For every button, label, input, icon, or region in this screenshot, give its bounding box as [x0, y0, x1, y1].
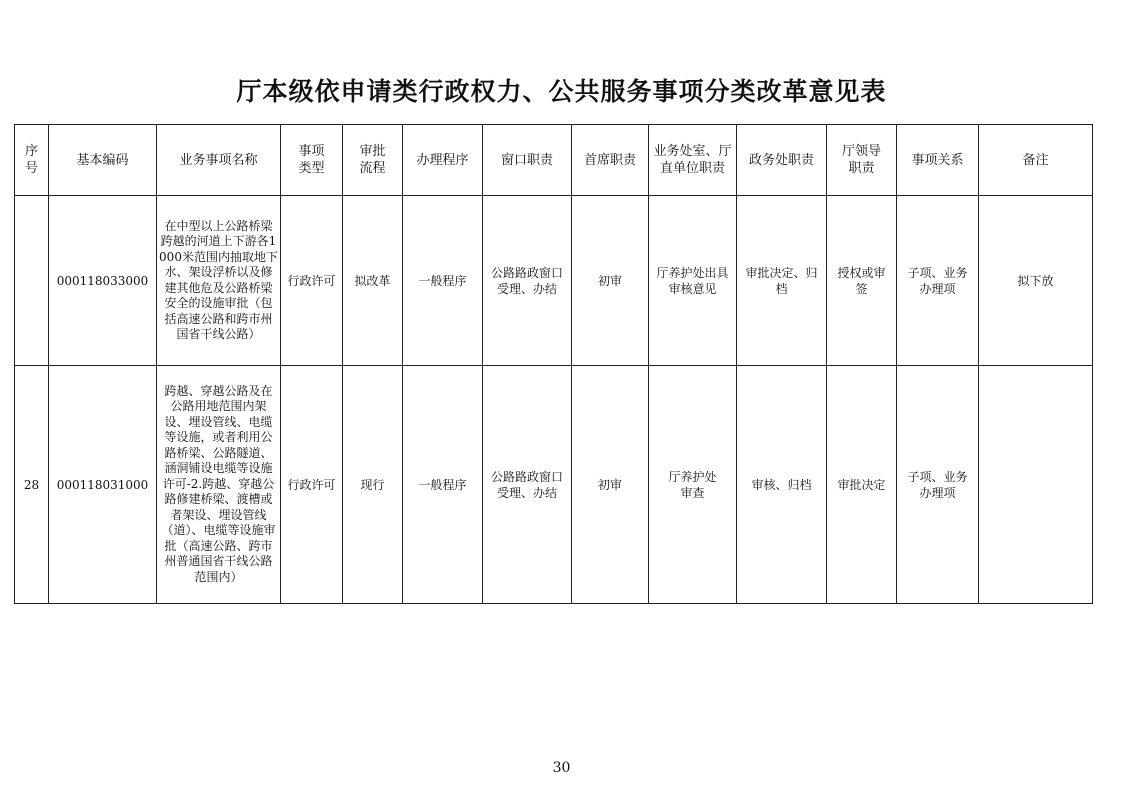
cell-seq [15, 196, 49, 366]
header-type: 事项类型 [281, 125, 343, 196]
header-remark: 备注 [979, 125, 1093, 196]
cell-relation: 子项、业务办理项 [897, 196, 979, 366]
header-dept: 业务处室、厅直单位职责 [649, 125, 737, 196]
cell-window: 公路路政窗口受理、办结 [483, 366, 572, 604]
cell-chief: 初审 [572, 196, 649, 366]
cell-process: 拟改革 [343, 196, 403, 366]
page-number: 30 [552, 760, 571, 776]
table-row [15, 196, 1093, 366]
cell-code: 000118033000 [49, 196, 157, 366]
table-header-row [15, 125, 1093, 196]
cell-name: 跨越、穿越公路及在公路用地范围内架设、埋设管线、电缆等设施，或者利用公路桥梁、公路隧道、涵洞铺设电缆等设施许可-2.跨越、穿越公路修建桥梁、渡槽或者架设、埋设管线（道）、电缆等设施审批（高速公路、跨市州普通国省干线公路范围内） [157, 366, 281, 604]
cell-remark [979, 366, 1093, 604]
cell-leader: 授权或审签 [827, 196, 897, 366]
cell-procedure: 一般程序 [403, 366, 483, 604]
cell-type: 行政许可 [281, 366, 343, 604]
cell-seq: 28 [15, 366, 49, 604]
cell-type: 行政许可 [281, 196, 343, 366]
header-code: 基本编码 [49, 125, 157, 196]
header-leader: 厅领导职责 [827, 125, 897, 196]
cell-code: 000118031000 [49, 366, 157, 604]
cell-dept: 厅养护处出具审核意见 [649, 196, 737, 366]
reform-opinion-table [14, 124, 1093, 604]
header-gov: 政务处职责 [737, 125, 827, 196]
cell-gov: 审批决定、归档 [737, 196, 827, 366]
cell-window: 公路路政窗口受理、办结 [483, 196, 572, 366]
header-window: 窗口职责 [483, 125, 572, 196]
cell-chief: 初审 [572, 366, 649, 604]
cell-gov: 审核、归档 [737, 366, 827, 604]
header-process: 审批流程 [343, 125, 403, 196]
cell-dept: 厅养护处审查 [649, 366, 737, 604]
header-chief: 首席职责 [572, 125, 649, 196]
page-title: 厅本级依申请类行政权力、公共服务事项分类改革意见表 [236, 77, 887, 106]
cell-remark: 拟下放 [979, 196, 1093, 366]
header-name: 业务事项名称 [157, 125, 281, 196]
cell-procedure: 一般程序 [403, 196, 483, 366]
table-row [15, 366, 1093, 604]
cell-process: 现行 [343, 366, 403, 604]
cell-name: 在中型以上公路桥梁跨越的河道上下游各1000米范围内抽取地下水、架设浮桥以及修建其他危及公路桥梁安全的设施审批（包括高速公路和跨市州国省干线公路） [157, 196, 281, 366]
header-seq: 序号 [15, 125, 49, 196]
cell-relation: 子项、业务办理项 [897, 366, 979, 604]
cell-leader: 审批决定 [827, 366, 897, 604]
header-procedure: 办理程序 [403, 125, 483, 196]
header-relation: 事项关系 [897, 125, 979, 196]
